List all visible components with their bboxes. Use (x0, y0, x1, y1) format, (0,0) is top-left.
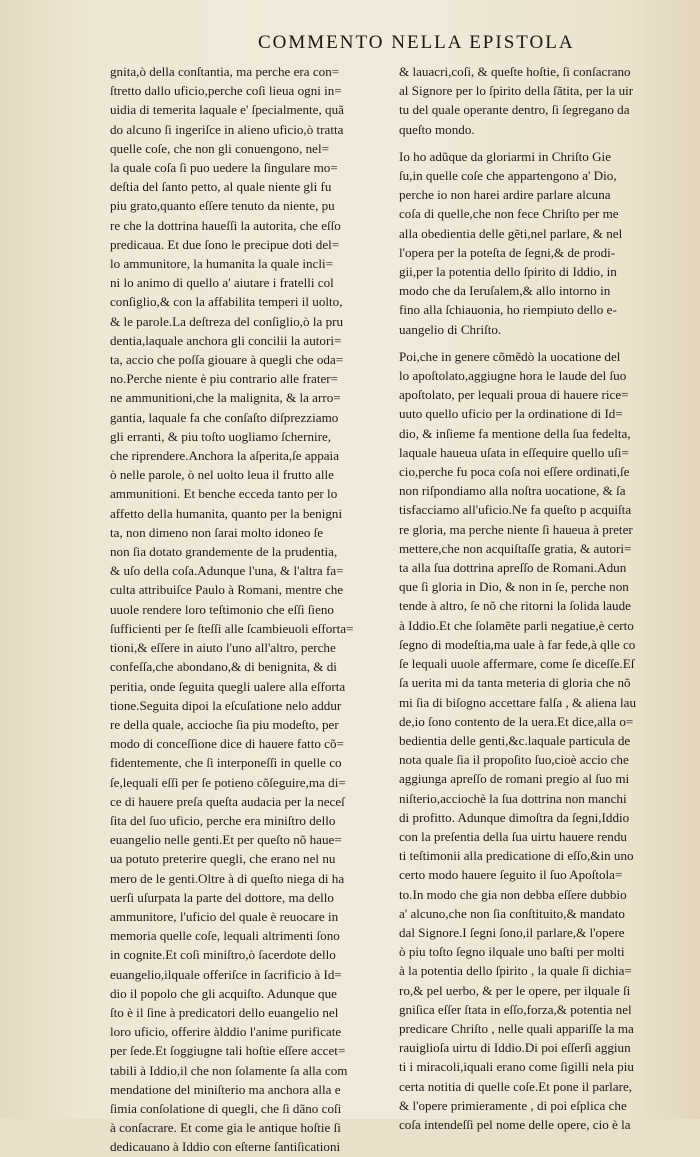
text-line: uidia di temerita laquale e' ſpecialmente, quã (110, 102, 344, 118)
text-line: dio, & inſieme fa mentione della ſua fedelta, (399, 425, 631, 441)
text-line: con la preſentia della ſua uirtu hauere rendu (399, 828, 627, 844)
text-line: ammunitore, l'uficio del quale è reuocare in (110, 908, 339, 924)
text-line: ò piu toſto ſegno ilquale uno baſti per molti (399, 944, 625, 960)
text-line: cio,perche fu poca coſa noi eſſere ordinati,ſe (399, 464, 630, 480)
text-line: tione.Seguita dipoi la eſcuſatione nelo addur (110, 697, 342, 713)
text-line: à conſacrare. Et come gia le antique hoſtie ſi (110, 1120, 341, 1136)
text-line: tioni,& eſſere in aiuto l'uno all'altro, perche (110, 640, 336, 656)
text-line: l'opera per la poteſta de ſegni,& de prodi- (399, 244, 616, 260)
text-line: a' alcuno,che non ſia conſtituito,& mandato (399, 905, 625, 921)
text-line: ti i miracoli,iquali erano come ſigilli nela piu (399, 1059, 634, 1075)
text-line: gii,per la potentia dello ſpirito di Iddio, in (399, 264, 617, 280)
text-line: ò nelle parole, ò nel uolto leua il frutto alle (110, 467, 334, 483)
text-line: re gloria, ma perche niente ſi haueua à preter (399, 521, 633, 537)
text-line: certa notitia di quelle coſe.Et pone il parlare, (399, 1078, 633, 1094)
text-line: ce di hauere preſa queſta audacia per la neceſ (110, 793, 345, 809)
text-line: no.Perche niente è piu contrario alle frater= (110, 371, 339, 387)
text-line: Poi,che in genere cõmẽdò la uocatione del (399, 348, 621, 364)
text-line: ta, non dimeno non ſarai molto idoneo ſe (110, 524, 324, 540)
text-line: piu grato,quanto eſſere tenuto da niente, pu (110, 198, 335, 214)
text-line: uuole rendere loro teſtimonio che eſſi ſieno (110, 601, 334, 617)
text-line: gniſica eſſer ſtata in eſſo,forza,& potentia nel (399, 1001, 632, 1017)
text-line: peritia, onde ſeguita quegli ualere alla eſforta (110, 678, 346, 694)
right-column (399, 62, 677, 1142)
text-line: dal Signore.I ſegni ſono,il parlare,& l'opere (399, 924, 625, 940)
text-line: loro uficio, offerire àlddio l'anime purificate (110, 1024, 342, 1040)
text-line: ro,& pel uerbo, & per le opere, per ilquale ſi (399, 982, 631, 998)
text-line: gnita,ò della conſtantia, ma perche era con= (110, 64, 340, 79)
text-line: to.In modo che gia non debba eſſere dubbio (399, 886, 627, 902)
text-line: ammunitioni. Et benche ecceda tanto per lo (110, 486, 338, 502)
text-line: ni lo animo di quello a' aiutare i fratelli col (110, 275, 334, 291)
text-line: modo che da Ieruſalem,& allo intorno in (399, 283, 611, 299)
text-line: coſa intendeſſi pel nome delle opere, cio è la (399, 1116, 631, 1132)
text-line: re che la dottrina haueſſi la autorita, che eſſo (110, 217, 341, 233)
text-line: confeſſa,che abondano,& di benignita, & di (110, 659, 337, 675)
paragraph (399, 62, 677, 139)
text-line: modo di conceſſione dice di hauere fatto cõ= (110, 736, 344, 752)
text-line: la quale coſa ſi puo uedere la ſingulare mo= (110, 160, 338, 176)
text-line: ſe lequali uuole affermare, come ſe diceſſe.Eſ (399, 656, 635, 672)
text-line: ſu,in quelle coſe che appartengono a' Dio, (399, 168, 617, 184)
text-line: ſimia conſolatione di quegli, che ſi dãno coſi (110, 1100, 342, 1116)
text-line: ti teſtimonii alla predicatione di eſſo,&in uno (399, 848, 634, 864)
text-line: niſterio,acciochè la ſua dottrina non manchi (399, 790, 627, 806)
text-line: à la potentia dello ſpirito , la quale ſi dichia= (399, 963, 632, 979)
text-line: lo ammunitore, la humanita la quale incli= (110, 256, 334, 272)
text-line: & uſo della coſa.Adunque l'una, & l'altra fa= (110, 563, 344, 579)
text-line: fidentemente, che ſi interponeſſi in quelle co (110, 755, 342, 771)
text-line: certo modo hauere ſeguito il ſuo Apoſtola= (399, 867, 623, 883)
text-line: dio il popolo che gli acquiſto. Adunque que (110, 985, 337, 1001)
text-line: & lauacri,coſi, & queſte hoſtie, ſi conſacrano (399, 64, 631, 79)
text-line: ne ammunitioni,che la malignita, & la arro= (110, 390, 341, 406)
text-line: in cognite.Et coſi miniſtro,ò ſacerdote dello (110, 947, 336, 963)
text-line: gli erranti, & piu toſto uogliamo ſchernire, (110, 428, 332, 444)
text-line: memoria quelle coſe, lequali altrimenti ſono (110, 928, 340, 944)
text-line: gantia, laquale fa che conſaſto diſprezziamo (110, 409, 339, 425)
paragraph (399, 347, 677, 1134)
text-line: deſtia del ſanto petto, al quale niente gli fu (110, 179, 332, 195)
text-line: per ſede.Et ſoggiugne tali hoſtie eſſere accet= (110, 1043, 346, 1059)
text-line: Io ho adũque da gloriarmi in Chriſto Gie (399, 148, 611, 164)
text-line: quelle coſe, che non gli conuengono, nel= (110, 140, 330, 156)
text-line: mendatione del miniſterio ma anchora alla e (110, 1081, 341, 1097)
text-line: queſto mondo. (399, 121, 475, 137)
text-line: ſegno di modeſtia,ma uale à far fede,à qlle co (399, 636, 636, 652)
text-line: ſa uerita mi da tanta meteria di gloria che nõ (399, 675, 631, 691)
text-line: lo apoſtolato,aggiugne hora le laude del ſuo (399, 368, 627, 384)
text-line: euangelio,ilquale offeriſce in ſacrificio à Id= (110, 966, 342, 982)
text-line: culta attribuiſce Paulo à Romani, mentre che (110, 582, 344, 598)
text-line: euangelio nelle genti.Et per queſto nõ haue= (110, 832, 342, 848)
text-line: perche io non harei ardire parlare alcuna (399, 187, 611, 203)
text-line: uuto quello uficio per la ordinatione di Id= (399, 406, 623, 422)
text-line: ta alla ſua dottrina apreſſo de Romani.Adun (399, 560, 627, 576)
text-line: re della quale, accioche ſia piu modeſto, per (110, 716, 339, 732)
text-line: ua potuto preterire quegli, che erano nel nu (110, 851, 336, 867)
text-line: mero de le genti.Oltre à di queſto niega di ha (110, 870, 345, 886)
text-line: di profitto. Adunque dimoſtra da ſegni,Iddio (399, 809, 630, 825)
text-line: rauiglioſa uirtu di Iddio.Di poi eſſerſi aggiun (399, 1040, 631, 1056)
text-line: bedientia delle genti,&c.laquale particula de (399, 732, 631, 748)
text-line: & l'opere primieramente , di poi eſplica che (399, 1097, 627, 1113)
text-line: non ſia dotato grandemente de la prudentia, (110, 544, 338, 560)
text-line: mi ſia di biſogno accettare falſa , & aliena lau (399, 694, 637, 710)
text-line: de,io ſono contento de la uera.Et dice,alla o= (399, 713, 634, 729)
text-line: affetto della humanita, quanto per la benigni (110, 505, 343, 521)
margin-mark (113, 44, 131, 54)
text-line: aggiunga apreſſo de romani pregio al ſuo mi (399, 771, 630, 787)
text-line: tabili à Iddio,il che non ſolamente ſa alla com (110, 1062, 348, 1078)
text-line: tu del quale operante dentro, ſi ſegregano da (399, 102, 630, 118)
text-line: ſto è il ſine à predicatori dello euangelio nel (110, 1004, 339, 1020)
text-line: do alcuno ſi ingeriſce in alieno uficio,ò tratta (110, 121, 344, 137)
text-line: nota quale ſia il propoſito ſuo,cioè accio che (399, 752, 629, 768)
text-line: tisfacciamo all'uficio.Ne fa queſto p acquiſta (399, 502, 632, 518)
text-line: fino alla ſchiauonia, ho riempiuto dello e- (399, 302, 617, 318)
text-line: apoſtolato, per lequali proua di hauere rice= (399, 387, 629, 403)
left-column (110, 62, 387, 1157)
text-line: che riprendere.Anchora la aſperita,ſe appaia (110, 448, 340, 464)
text-line: ſita del ſuo uficio, perche era miniſtro dello (110, 812, 336, 828)
text-line: que ſi gloria in Dio, & non in ſe, perche non (399, 579, 629, 595)
text-line: dedicauano à Iddio con eſterne ſantiſicationi (110, 1139, 341, 1155)
text-line: non riſpondiamo alla noſtra uocatione, & ſa (399, 483, 626, 499)
text-line: predicare Chriſto , nelle quali appariſſe la ma (399, 1020, 634, 1036)
paragraph (399, 147, 677, 339)
text-line: ſufficienti per ſe ſteſſi alle ſcambieuoli eſforta= (110, 620, 354, 636)
text-line: à Iddio.Et che ſolamẽte parli negatiue,è certo (399, 617, 634, 633)
text-line: uerſi uſurpata la parte del dottore, ma dello (110, 889, 334, 905)
text-line: ſe,lequali eſſi per ſe potieno cõſeguire,ma di= (110, 774, 346, 790)
text-line: mettere,che non acquiſtaſſe gratia, & autori= (399, 540, 632, 556)
text-line: alla obedientia delle gẽti,nel parlare, & nel (399, 225, 623, 241)
text-line: al Signore per lo ſpirito della ſãtita, per la uir (399, 83, 634, 99)
text-line: uangelio di Chriſto. (399, 321, 502, 337)
text-line: predicaua. Et due ſono le precipue doti del= (110, 236, 340, 252)
text-line: dentia,laquale anchora gli concilii la autori= (110, 332, 342, 348)
running-title: COMMENTO NELLA EPISTOLA (258, 32, 575, 53)
text-line: tende à altro, ſe nõ che ritorni la ſolida laude (399, 598, 631, 614)
text-line: conſiglio,& con la affabilita temperi il uolto, (110, 294, 343, 310)
text-line: ta, accio che poſſa giouare à quegli che oda= (110, 352, 344, 368)
text-line: & le parole.La deſtreza del conſiglio,ò la pru (110, 313, 344, 329)
text-line: coſa di quelle,che non fece Chriſto per me (399, 206, 619, 222)
text-line: ſtretto dallo uficio,perche coſi lieua ogni in= (110, 83, 342, 99)
text-line: laquale haueua uſata in eſſequire quello uſi= (399, 444, 629, 460)
